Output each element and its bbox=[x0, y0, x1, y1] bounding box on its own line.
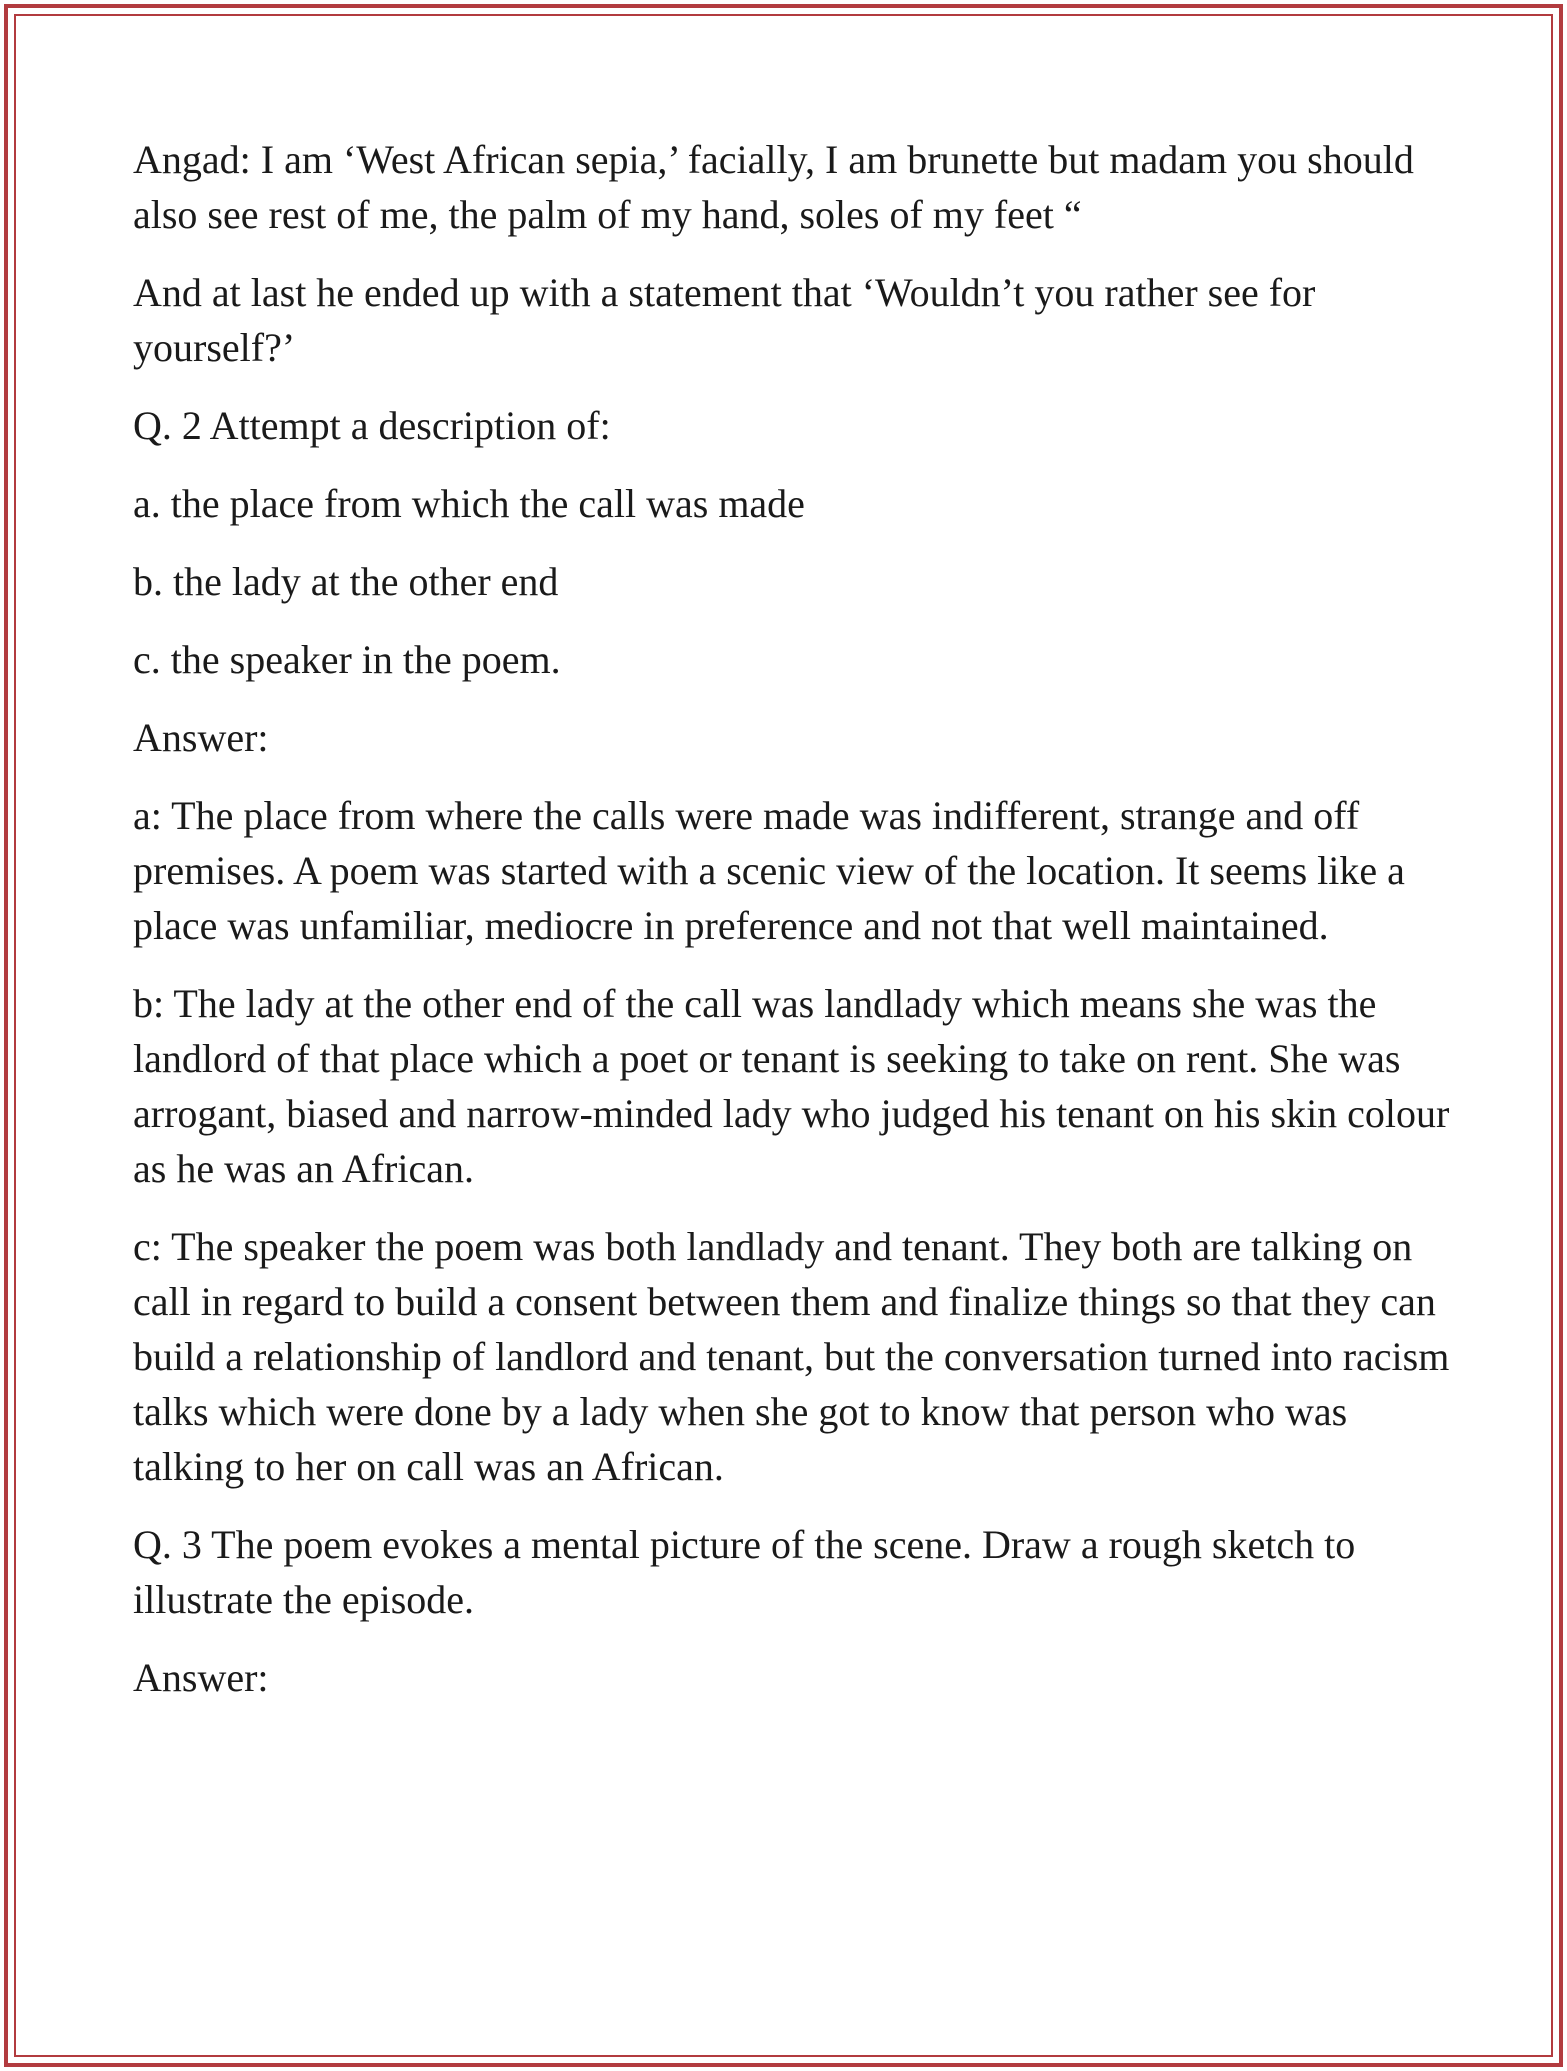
answer-part-c: c: The speaker the poem was both landlady and tenant. They both are talking on call in regard to build a consent between them and finalize things so that they can build a relationship of landlord and tenant, but the conversation turned into racism talks which were done by a lady when she got to know that person who was talking to her on call was an African. bbox=[133, 1224, 1450, 1489]
question-2-part-b: b. the lady at the other end bbox=[133, 559, 559, 604]
question-2: Q. 2 Attempt a description of: bbox=[133, 403, 611, 448]
answer-part-a: a: The place from where the calls were made was indifferent, strange and off premises. A poem was started with a scenic view of the location. It seems like a place was unfamiliar, mediocre in preference and not that well maintained. bbox=[133, 793, 1405, 948]
answer-label-q3: Answer: bbox=[133, 1655, 269, 1700]
document-body bbox=[133, 132, 1463, 1728]
question-3: Q. 3 The poem evokes a mental picture of the scene. Draw a rough sketch to illustrate the episode. bbox=[133, 1522, 1356, 1622]
paragraph-angad-quote: Angad: I am ‘West African sepia,’ facially, I am brunette but madam you should also see rest of me, the palm of my hand, soles of my feet “ bbox=[133, 137, 1414, 237]
answer-label-q2: Answer: bbox=[133, 715, 269, 760]
question-2-part-a: a. the place from which the call was made bbox=[133, 481, 805, 526]
paragraph-statement: And at last he ended up with a statement that ‘Wouldn’t you rather see for yourself?’ bbox=[133, 270, 1316, 370]
question-2-part-c: c. the speaker in the poem. bbox=[133, 637, 561, 682]
answer-part-b: b: The lady at the other end of the call was landlady which means she was the landlord of that place which a poet or tenant is seeking to take on rent. She was arrogant, biased and narrow-minded lady who judged his tenant on his skin colour as he was an African. bbox=[133, 981, 1450, 1191]
